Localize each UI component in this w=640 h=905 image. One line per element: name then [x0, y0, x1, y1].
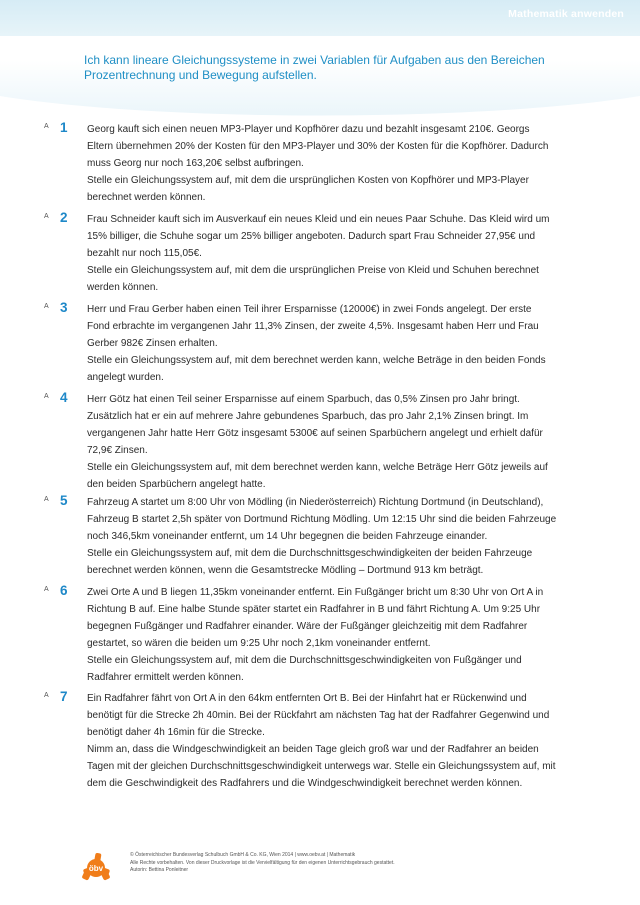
learning-objective: Ich kann lineare Gleichungssysteme in zwei Variablen für Aufgaben aus den Bereichen Prozentrechnung und Bewegung aufstellen. — [84, 53, 545, 82]
task-instruction: Stelle ein Gleichungssystem auf, mit dem die Durchschnittsgeschwindigkeiten von Fußgänger und Radfahrer ermittelt werden können. — [87, 655, 522, 683]
task-instruction: Stelle ein Gleichungssystem auf, mit dem berechnet werden kann, welche Beträge Herr Götz jeweils auf den beiden Sparbüchern angelegt hatte. — [87, 462, 548, 490]
task-level: A — [44, 496, 49, 503]
intro-wave-divider — [0, 96, 640, 122]
task-level: A — [44, 213, 49, 220]
task-statement: Georg kauft sich einen neuen MP3-Player und Kopfhörer dazu und bezahlt insgesamt 210€. Georgs Eltern übernehmen 20% der Kosten für den MP3-Player und 30% der Kosten für die Kopfhörer. Dadurch muss Georg nur noch 163,20€ selbst aufbringen. — [87, 124, 549, 169]
task-number: 1 — [60, 120, 68, 135]
task-statement: Herr Götz hat einen Teil seiner Ersparnisse auf einem Sparbuch, das 0,5% Zinsen pro Jahr bringt. Zusätzlich hat er ein auf mehrere Jahre gebundenes Sparbuch, das pro Jahr 2,1% Zinsen bringt. Im vergangenen Jahr hatte Herr Götz insgesamt 5300€ auf seinen Sparbüchern angelegt und erhielt dafür 72,9€ Zinsen. — [87, 394, 543, 456]
oebv-logo — [80, 851, 112, 885]
task-text — [87, 301, 557, 386]
task-level: A — [44, 303, 49, 310]
task-text — [87, 494, 557, 579]
task-level: A — [44, 123, 49, 130]
task-text — [87, 584, 557, 686]
task-statement: Fahrzeug A startet um 8:00 Uhr von Mödling (in Niederösterreich) Richtung Dortmund (in Deutschland), Fahrzeug B startet 2,5h später von Dortmund Richtung Mödling. Um 12:15 Uhr sind die beiden Fahrzeuge noch 346,5km voneinander entfernt, um 14 Uhr begegnen die beiden Fahrzeuge einander. — [87, 497, 557, 542]
task-statement: Ein Radfahrer fährt von Ort A in den 64km entfernten Ort B. Bei der Hinfahrt hat er Rückenwind und benötigt für die Strecke 2h 40min. Bei der Rückfahrt am nächsten Tag hat der Radfahrer Gegenwind und benötigt daher 4h 16min für die Strecke. — [87, 693, 550, 738]
task-text — [87, 690, 557, 792]
task-text — [87, 211, 557, 296]
task-text — [87, 391, 557, 493]
copyright-line: © Österreichischer Bundesverlag Schulbuch GmbH & Co. KG, Wien 2014 | www.oebv.at | Mathematik — [130, 852, 356, 858]
author-line: Autorin: Bettina Ponleitner — [130, 867, 189, 873]
task-instruction: Stelle ein Gleichungssystem auf, mit dem die Durchschnittsgeschwindigkeiten der beiden Fahrzeuge berechnet werden können, wenn die Gesamtstrecke Mödling – Dortmund 913 km beträgt. — [87, 548, 533, 576]
footer — [130, 852, 550, 875]
task-text — [87, 121, 557, 206]
task-number: 5 — [60, 493, 68, 508]
task-number: 7 — [60, 689, 68, 704]
task-statement: Herr und Frau Gerber haben einen Teil ihrer Ersparnisse (12000€) in zwei Fonds angelegt. Der erste Fond erbrachte im vergangenen Jahr 11,3% Zinsen, der zweite 4,5%. Insgesamt haben Herr und Frau Gerber 982€ Zinsen erhalten. — [87, 304, 539, 349]
task-statement: Zwei Orte A und B liegen 11,35km voneinander entfernt. Ein Fußgänger bricht um 8:30 Uhr von Ort A in Richtung B auf. Eine halbe Stunde später startet ein Radfahrer in B und fährt Richtung A. Um 9:25 Uhr begegnen Fußgänger und Radfahrer einander. Wäre der Fußgänger gleichzeitig mit dem Radfahrer gestartet, so wären die beiden um 9:25 Uhr noch 2,1km voneinander entfernt. — [87, 587, 544, 649]
task-number: 2 — [60, 210, 68, 225]
rights-line: Alle Rechte vorbehalten. Von dieser Druckvorlage ist die Vervielfältigung für den eigenen Unterrichtsgebrauch gestattet. — [130, 859, 395, 866]
section-label: Mathematik anwenden — [508, 8, 624, 20]
task-level: A — [44, 692, 49, 699]
task-number: 6 — [60, 583, 68, 598]
task-instruction: Stelle ein Gleichungssystem auf, mit dem berechnet werden kann, welche Beträge in den beiden Fonds angelegt wurden. — [87, 355, 546, 383]
task-instruction: Stelle ein Gleichungssystem auf, mit dem die ursprünglichen Preise von Kleid und Schuhen berechnet werden können. — [87, 265, 539, 293]
task-statement: Frau Schneider kauft sich im Ausverkauf ein neues Kleid und ein neues Paar Schuhe. Das Kleid wird um 15% billiger, die Schuhe sogar um 25% billiger angeboten. Dadurch spart Frau Schneider 27,95€ und bezahlt nur noch 115,05€. — [87, 214, 550, 259]
task-level: A — [44, 586, 49, 593]
task-number: 3 — [60, 300, 68, 315]
logo-text: öbv — [88, 864, 104, 873]
task-number: 4 — [60, 390, 68, 405]
task-instruction: Nimm an, dass die Windgeschwindigkeit an beiden Tage gleich groß war und der Radfahrer an beiden Tagen mit der gleichen Durchschnittsgeschwindigkeit unterwegs war. Stelle ein Gleichungssystem auf, mit dem die Geschwindigkeit des Radfahrers und die Windgeschwindigkeit berechnet werden können. — [87, 744, 556, 789]
task-instruction: Stelle ein Gleichungssystem auf, mit dem die ursprünglichen Kosten von Kopfhörer und MP3-Player berechnet werden können. — [87, 175, 529, 203]
task-level: A — [44, 393, 49, 400]
